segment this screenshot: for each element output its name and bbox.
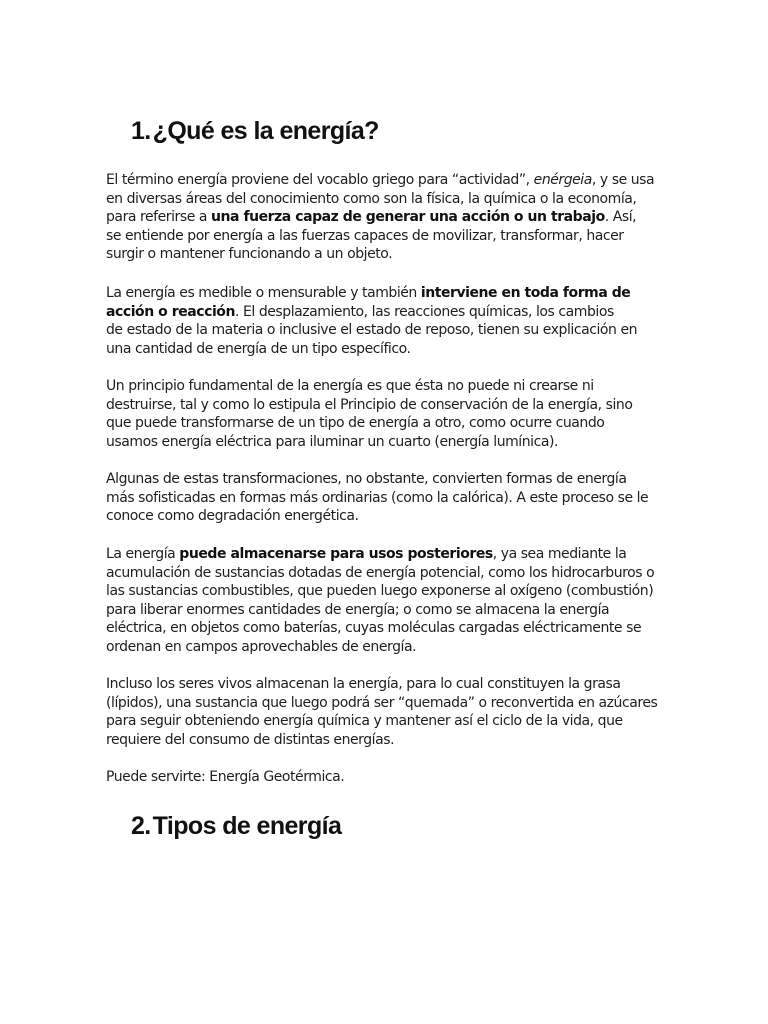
bold-phrase: una fuerza capaz de generar una acción o un trabajo <box>211 209 605 226</box>
text-line: conoce como degradación energética. <box>106 508 359 525</box>
text-line: eléctrica, en objetos como baterías, cuyas moléculas cargadas eléctricamente se <box>106 620 642 637</box>
bold-phrase: puede almacenarse para usos posteriores <box>179 546 493 562</box>
text-line: las sustancias combustibles, que pueden luego exponerse al oxígeno (combustión) <box>106 583 654 600</box>
text-line: Algunas de estas transformaciones, no obstante, convierten formas de energía <box>106 471 627 487</box>
section-heading-2 <box>131 812 341 841</box>
text-line: más sofisticadas en formas más ordinarias (como la calórica). A este proceso se le <box>106 489 649 506</box>
paragraph-degradation <box>106 470 666 526</box>
italic-term: enérgeia <box>533 172 592 188</box>
text-run: La energía es medible o mensurable y también <box>106 285 421 301</box>
paragraph-measurable <box>106 284 666 358</box>
text-line: requiere del consumo de distintas energías. <box>106 731 395 748</box>
paragraph-storage <box>106 545 666 657</box>
text-line: destruirse, tal y como lo estipula el Principio de conservación de la energía, sino <box>106 396 633 413</box>
paragraph-conservation <box>106 377 666 451</box>
section-number: 1. <box>131 117 151 145</box>
text-line: Puede servirte: Energía Geotérmica. <box>106 769 345 785</box>
text-line: de estado de la materia o inclusive el estado de reposo, tienen su explicación en <box>106 322 638 339</box>
text-run: . Así, <box>604 209 637 226</box>
text-run: El término energía proviene del vocablo griego para “actividad”, <box>106 172 534 188</box>
text-run: La energía <box>106 546 180 562</box>
text-line: que puede transformarse de un tipo de energía a otro, como ocurre cuando <box>106 415 605 432</box>
section-title: Tipos de energía <box>152 812 342 840</box>
bold-phrase: interviene en toda forma de <box>420 285 631 301</box>
text-line <box>106 545 666 564</box>
text-run: , ya sea mediante la <box>492 546 627 562</box>
section-number: 2. <box>131 812 151 840</box>
text-line: surgir o mantener funcionando a un objeto. <box>106 246 393 263</box>
text-line: en diversas áreas del conocimiento como son la física, la química o la economía, <box>106 190 637 207</box>
text-run: para referirse a <box>106 209 211 226</box>
text-run: , y se usa <box>591 172 655 188</box>
text-line: Incluso los seres vivos almacenan la energía, para lo cual constituyen la grasa <box>106 676 621 692</box>
bold-phrase: acción o reacción <box>106 303 235 320</box>
section-title: ¿Qué es la energía? <box>152 117 379 145</box>
text-line: para seguir obteniendo energía química y mantener así el ciclo de la vida, que <box>106 713 623 730</box>
paragraph-definition <box>106 171 666 264</box>
text-line: una cantidad de energía de un tipo específico. <box>106 340 411 357</box>
section-heading-1 <box>131 117 379 146</box>
text-line: ordenan en campos aprovechables de energía. <box>106 638 417 655</box>
text-line: se entiende por energía a las fuerzas capaces de movilizar, transformar, hacer <box>106 227 624 244</box>
text-line: para liberar enormes cantidades de energía; o como se almacena la energía <box>106 601 610 618</box>
paragraph-living-beings <box>106 675 666 749</box>
text-line: acumulación de sustancias dotadas de energía potencial, como los hidrocarburos o <box>106 564 655 581</box>
text-line: (lípidos), una sustancia que luego podrá ser “quemada” o reconvertida en azúcares <box>106 694 658 711</box>
text-run: . El desplazamiento, las reacciones químicas, los cambios <box>234 303 614 320</box>
text-line <box>106 303 666 322</box>
paragraph-see-also <box>106 768 666 787</box>
text-line <box>106 208 666 227</box>
text-line <box>106 284 666 303</box>
text-line: Un principio fundamental de la energía es que ésta no puede ni crearse ni <box>106 378 594 394</box>
text-line: usamos energía eléctrica para iluminar un cuarto (energía lumínica). <box>106 433 558 450</box>
text-line <box>106 171 666 190</box>
